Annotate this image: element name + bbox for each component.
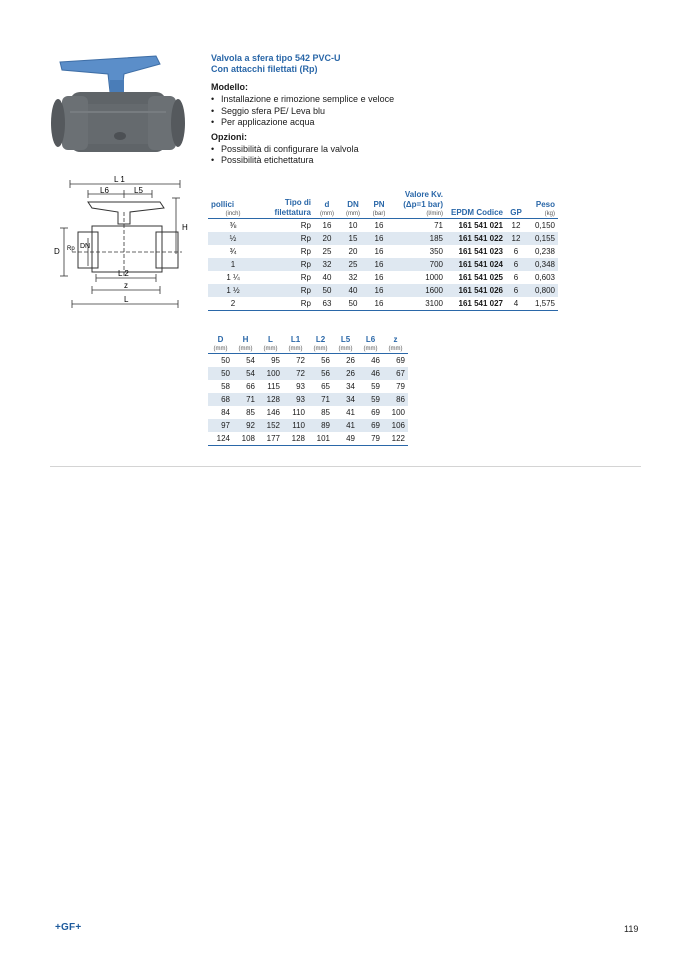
table-cell: 108 xyxy=(233,432,258,446)
valve-product-image xyxy=(48,52,186,167)
table-cell: 16 xyxy=(322,221,332,230)
table-cell: 71 xyxy=(233,393,258,406)
modello-heading: Modello: xyxy=(211,82,248,92)
table-cell: Rp xyxy=(258,258,314,271)
table-cell: Rp xyxy=(258,232,314,245)
table-cell: 20 xyxy=(348,247,358,256)
product-description xyxy=(211,53,551,167)
col-header: L6 (mm) xyxy=(358,335,383,354)
table-cell: 0,800 xyxy=(526,284,558,297)
table-cell: 25 xyxy=(340,258,366,271)
table-row xyxy=(208,245,558,258)
table-cell: 84 xyxy=(221,408,230,417)
table-row xyxy=(208,432,408,446)
dim-D-label: D xyxy=(54,247,60,256)
dim-L1-label: L 1 xyxy=(114,175,125,184)
col-header: L1 (mm) xyxy=(283,335,308,354)
opzioni-list xyxy=(211,144,551,167)
dimensions-table xyxy=(208,335,408,446)
table-cell: 50 xyxy=(221,356,230,365)
table-cell: 16 xyxy=(374,221,384,230)
page-number: 119 xyxy=(624,924,639,934)
opzioni-heading: Opzioni: xyxy=(211,131,247,142)
table-cell: Rp xyxy=(300,221,311,230)
table-cell: 100 xyxy=(258,367,283,380)
table-row xyxy=(208,380,408,393)
table-cell: 146 xyxy=(266,408,280,417)
product-title: Valvola a sfera tipo 542 PVC-U xyxy=(211,53,341,63)
table-cell: 6 xyxy=(513,273,519,282)
table-cell: 185 xyxy=(392,232,446,245)
table-cell: 0,155 xyxy=(526,232,558,245)
col-header: Valore Kv. (Δp=1 bar) (l/min) xyxy=(392,190,446,219)
table-cell: 34 xyxy=(333,393,358,406)
table-cell: 0,150 xyxy=(534,221,555,230)
section-divider xyxy=(50,466,641,467)
table-cell: 56 xyxy=(321,356,330,365)
table-cell: 3100 xyxy=(392,297,446,311)
table-cell: 1 ½ xyxy=(208,284,258,297)
col-header: EPDM Codice xyxy=(446,190,506,219)
table-cell: 110 xyxy=(283,419,308,432)
table-cell: 10 xyxy=(348,221,358,230)
table-cell: 71 xyxy=(308,393,333,406)
col-header: Tipo di filettatura xyxy=(258,190,314,219)
table-cell: 95 xyxy=(271,356,280,365)
table-row xyxy=(208,271,558,284)
table-cell: 79 xyxy=(358,432,383,446)
table-cell: 50 xyxy=(314,284,340,297)
table-cell: 67 xyxy=(383,367,408,380)
table-cell: 66 xyxy=(246,382,255,391)
dim-H-label: H xyxy=(182,223,188,232)
table-cell: 71 xyxy=(434,221,443,230)
table-cell: 1 ¼ xyxy=(226,273,240,282)
table-row xyxy=(208,419,408,432)
table-cell: 26 xyxy=(333,367,358,380)
table-cell: 2 xyxy=(208,297,258,311)
table-cell: 101 xyxy=(308,432,333,446)
table-cell: 68 xyxy=(208,393,233,406)
table-cell: 161 541 023 xyxy=(458,247,503,256)
product-subtitle: Con attacchi filettati (Rp) xyxy=(211,64,318,74)
table-cell: 79 xyxy=(396,382,405,391)
table-row xyxy=(208,297,558,311)
dim-L-label: L xyxy=(124,295,129,304)
table-cell: 69 xyxy=(396,356,405,365)
table-cell: 161 541 022 xyxy=(446,232,506,245)
col-header: z (mm) xyxy=(383,335,408,354)
table-cell: 100 xyxy=(391,408,405,417)
table-cell: 128 xyxy=(283,432,308,446)
table-cell: 115 xyxy=(267,382,280,391)
table-cell: 700 xyxy=(392,258,446,271)
table-cell: Rp xyxy=(258,297,314,311)
table-cell: 46 xyxy=(358,367,383,380)
dim-L6-label: L6 xyxy=(100,186,109,195)
table-cell: 16 xyxy=(366,284,392,297)
table-cell: 16 xyxy=(366,297,392,311)
table-cell: 1 xyxy=(208,258,258,271)
table-cell: 128 xyxy=(258,393,283,406)
table-cell: 40 xyxy=(322,273,332,282)
table-cell: Rp xyxy=(300,247,311,256)
table-cell: 15 xyxy=(340,232,366,245)
col-header: pollici (inch) xyxy=(208,190,258,219)
table-cell: 56 xyxy=(308,367,333,380)
table-cell: 49 xyxy=(333,432,358,446)
table-cell: Rp xyxy=(300,273,311,282)
table-cell: 0,238 xyxy=(534,247,555,256)
dim-DN-label: DN xyxy=(80,243,91,250)
table-cell: 54 xyxy=(246,356,255,365)
table-cell: ¾ xyxy=(229,247,237,256)
table-cell: 97 xyxy=(208,419,233,432)
table-cell: 93 xyxy=(296,382,305,391)
table-cell: 16 xyxy=(366,232,392,245)
table-cell: 72 xyxy=(296,356,305,365)
table-cell: 16 xyxy=(374,247,384,256)
table-cell: ½ xyxy=(208,232,258,245)
table-cell: 25 xyxy=(322,247,332,256)
list-item: • Possibilità di configurare la valvola xyxy=(211,144,551,156)
table-cell: 161 541 026 xyxy=(446,284,506,297)
table-cell: 122 xyxy=(383,432,408,446)
table-cell: 59 xyxy=(371,382,380,391)
table-cell: 0,603 xyxy=(534,273,555,282)
table-cell: 40 xyxy=(340,284,366,297)
table-row xyxy=(208,284,558,297)
table-cell: 110 xyxy=(292,408,305,417)
table-cell: 0,348 xyxy=(526,258,558,271)
list-item: • Seggio sfera PE/ Leva blu xyxy=(211,106,551,118)
list-item: • Possibilità etichettatura xyxy=(211,155,551,167)
modello-list xyxy=(211,94,551,129)
table-cell: 85 xyxy=(321,408,330,417)
table-cell: 34 xyxy=(346,382,355,391)
table-cell: 12 xyxy=(506,232,526,245)
table-cell: 16 xyxy=(366,258,392,271)
table-cell: 46 xyxy=(371,356,380,365)
col-header: PN (bar) xyxy=(366,190,392,219)
col-header: L (mm) xyxy=(258,335,283,354)
table-row xyxy=(208,232,558,245)
col-header: DN (mm) xyxy=(340,190,366,219)
col-header: L2 (mm) xyxy=(308,335,333,354)
list-item: • Per applicazione acqua xyxy=(211,117,551,129)
table-cell: 26 xyxy=(346,356,355,365)
table-cell: 161 541 021 xyxy=(458,221,503,230)
col-header: d (mm) xyxy=(314,190,340,219)
table-cell: 20 xyxy=(314,232,340,245)
table-cell: ⅜ xyxy=(229,221,237,230)
dim-z-label: z xyxy=(124,281,128,290)
table-cell: 161 541 024 xyxy=(446,258,506,271)
dim-L2-label: L 2 xyxy=(118,269,129,278)
table-cell: 41 xyxy=(333,419,358,432)
table-cell: 65 xyxy=(321,382,330,391)
table-cell: 72 xyxy=(283,367,308,380)
table-cell: 152 xyxy=(258,419,283,432)
table-cell: 50 xyxy=(340,297,366,311)
table-cell: 50 xyxy=(208,367,233,380)
table-row xyxy=(208,393,408,406)
table-cell: 1600 xyxy=(392,284,446,297)
table-cell: 6 xyxy=(506,258,526,271)
table-cell: 1000 xyxy=(425,273,443,282)
table-cell: 69 xyxy=(358,419,383,432)
col-header: GP xyxy=(506,190,526,219)
table-cell: 59 xyxy=(358,393,383,406)
table-cell: 89 xyxy=(308,419,333,432)
table-cell: 32 xyxy=(314,258,340,271)
table-cell: 93 xyxy=(283,393,308,406)
table-cell: 86 xyxy=(383,393,408,406)
table-cell: Rp xyxy=(258,284,314,297)
table-cell: 54 xyxy=(233,367,258,380)
table-cell: 6 xyxy=(513,247,519,256)
table-cell: 69 xyxy=(371,408,380,417)
table-cell: 6 xyxy=(506,284,526,297)
table-cell: 177 xyxy=(258,432,283,446)
table-row xyxy=(208,258,558,271)
table-cell: 161 541 025 xyxy=(458,273,503,282)
table-cell: 58 xyxy=(221,382,230,391)
dim-L5-label: L5 xyxy=(134,186,143,195)
table-row xyxy=(208,406,408,419)
col-header: H (mm) xyxy=(233,335,258,354)
table-row xyxy=(208,219,558,233)
table-cell: 16 xyxy=(374,273,384,282)
table-cell: 32 xyxy=(348,273,358,282)
table-cell: 85 xyxy=(246,408,255,417)
table-row xyxy=(208,354,408,368)
table-cell: 350 xyxy=(429,247,443,256)
table-row xyxy=(208,367,408,380)
table-cell: 4 xyxy=(506,297,526,311)
table-cell: 12 xyxy=(511,221,521,230)
dimension-drawing xyxy=(48,172,196,314)
col-header: Peso (kg) xyxy=(526,190,558,219)
codes-table xyxy=(208,190,558,311)
table-cell: 106 xyxy=(383,419,408,432)
table-cell: 41 xyxy=(346,408,355,417)
col-header: L5 (mm) xyxy=(333,335,358,354)
table-cell: 161 541 027 xyxy=(446,297,506,311)
table-cell: 92 xyxy=(233,419,258,432)
table-cell: 63 xyxy=(314,297,340,311)
gf-logo: +GF+ xyxy=(55,922,82,933)
table-cell: 1,575 xyxy=(526,297,558,311)
table-cell: 124 xyxy=(208,432,233,446)
col-header: D (mm) xyxy=(208,335,233,354)
list-item: • Installazione e rimozione semplice e veloce xyxy=(211,94,551,106)
dim-Rp-label: Rp xyxy=(67,246,75,252)
